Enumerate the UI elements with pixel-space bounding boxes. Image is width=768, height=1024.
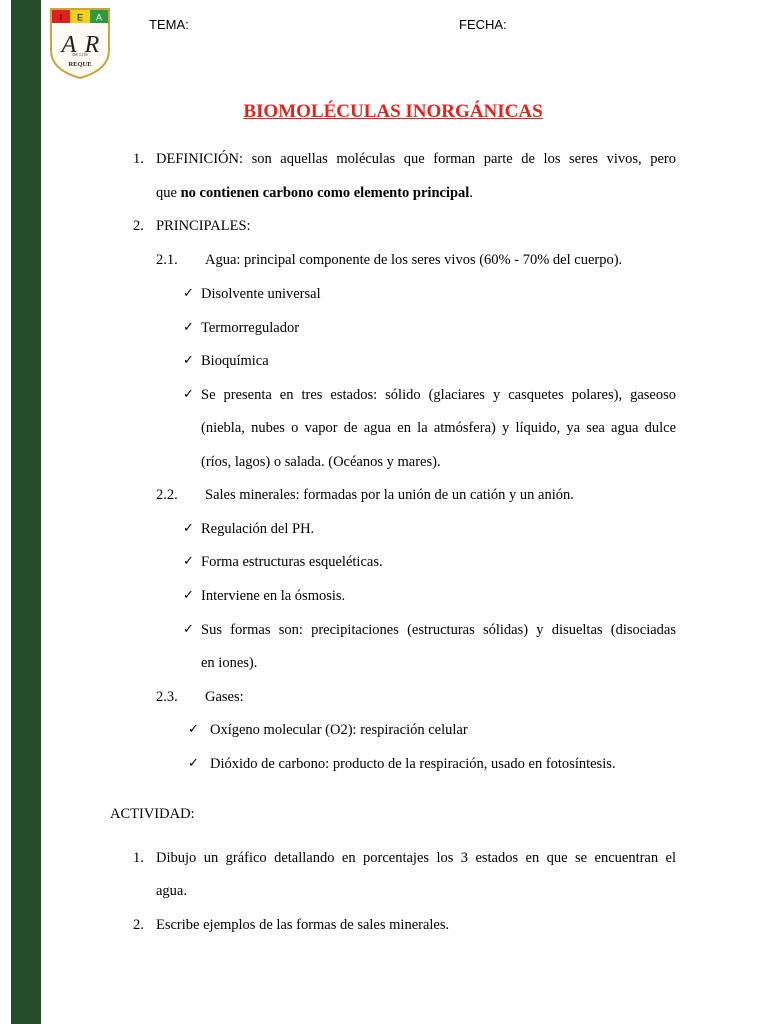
checkmark-icon: ✓	[183, 320, 194, 335]
list-item: Bioquímica	[201, 353, 269, 369]
checkmark-icon: ✓	[183, 286, 194, 301]
crest-flag-letter-3: A	[95, 12, 103, 23]
sidebar-bar	[11, 0, 41, 1024]
section-number: 1.	[133, 151, 144, 167]
list-item-continuation: (niebla, nubes o vapor de agua en la atmósfera) y líquido, ya sea agua dulce	[201, 420, 676, 436]
subsection-number: 2.2.	[156, 487, 178, 503]
page-sidebar	[0, 0, 42, 1024]
tema-label: TEMA:	[149, 17, 189, 32]
definition-prefix: que	[156, 185, 181, 201]
list-item: Interviene en la ósmosis.	[201, 588, 346, 604]
crest-monogram-right: R	[84, 32, 100, 58]
list-item: Termorregulador	[201, 320, 300, 336]
crest-monogram-left: A	[61, 32, 77, 58]
checkmark-icon: ✓	[188, 722, 199, 737]
activity-number: 1.	[133, 850, 144, 866]
crest-flag-letter-1: I	[59, 12, 63, 23]
section-heading: PRINCIPALES:	[156, 218, 251, 234]
list-item: Se presenta en tres estados: sólido (glaciares y casquetes polares), gaseoso	[201, 387, 676, 403]
school-crest-logo	[48, 6, 112, 80]
list-item: Forma estructuras esqueléticas.	[201, 554, 383, 570]
section-number: 2.	[133, 218, 144, 234]
definition-line-2	[156, 185, 473, 202]
list-item-continuation: en iones).	[201, 655, 258, 671]
checkmark-icon: ✓	[183, 521, 194, 536]
crest-name: REQUE	[68, 61, 92, 68]
checkmark-icon: ✓	[183, 622, 194, 637]
crest-flag-letter-2: E	[76, 12, 84, 23]
checkmark-icon: ✓	[188, 756, 199, 771]
activity-item-continuation: agua.	[156, 883, 187, 899]
list-item: Oxígeno molecular (O2): respiración celular	[210, 722, 468, 738]
subsection-number: 2.1.	[156, 252, 178, 268]
subsection-text: Gases:	[205, 689, 244, 705]
definition-suffix: .	[469, 185, 473, 201]
list-item: Dióxido de carbono: producto de la respiración, usado en fotosíntesis.	[210, 756, 616, 772]
activity-item: Dibujo un gráfico detallando en porcentajes los 3 estados en que se encuentran el	[156, 850, 676, 866]
activity-number: 2.	[133, 917, 144, 933]
definition-line-1: DEFINICIÓN: son aquellas moléculas que forman parte de los seres vivos, pero	[156, 151, 676, 167]
crest-small-words: DE LOS	[72, 52, 88, 57]
subsection-text: Agua: principal componente de los seres vivos (60% - 70% del cuerpo).	[205, 252, 623, 268]
list-item: Regulación del PH.	[201, 521, 315, 537]
checkmark-icon: ✓	[183, 353, 194, 368]
document-title: BIOMOLÉCULAS INORGÁNICAS	[243, 101, 543, 122]
checkmark-icon: ✓	[183, 554, 194, 569]
list-item: Sus formas son: precipitaciones (estructuras sólidas) y disueltas (disociadas	[201, 622, 676, 638]
checkmark-icon: ✓	[183, 387, 194, 402]
checkmark-icon: ✓	[183, 588, 194, 603]
subsection-text: Sales minerales: formadas por la unión de un catión y un anión.	[205, 487, 574, 503]
definition-bold: no contienen carbono como elemento principal	[180, 185, 470, 201]
list-item-continuation: (ríos, lagos) o salada. (Océanos y mares).	[201, 454, 441, 470]
activity-heading: ACTIVIDAD:	[110, 806, 195, 822]
subsection-number: 2.3.	[156, 689, 178, 705]
fecha-label: FECHA:	[459, 17, 507, 32]
activity-item: Escribe ejemplos de las formas de sales minerales.	[156, 917, 450, 933]
list-item: Disolvente universal	[201, 286, 321, 302]
